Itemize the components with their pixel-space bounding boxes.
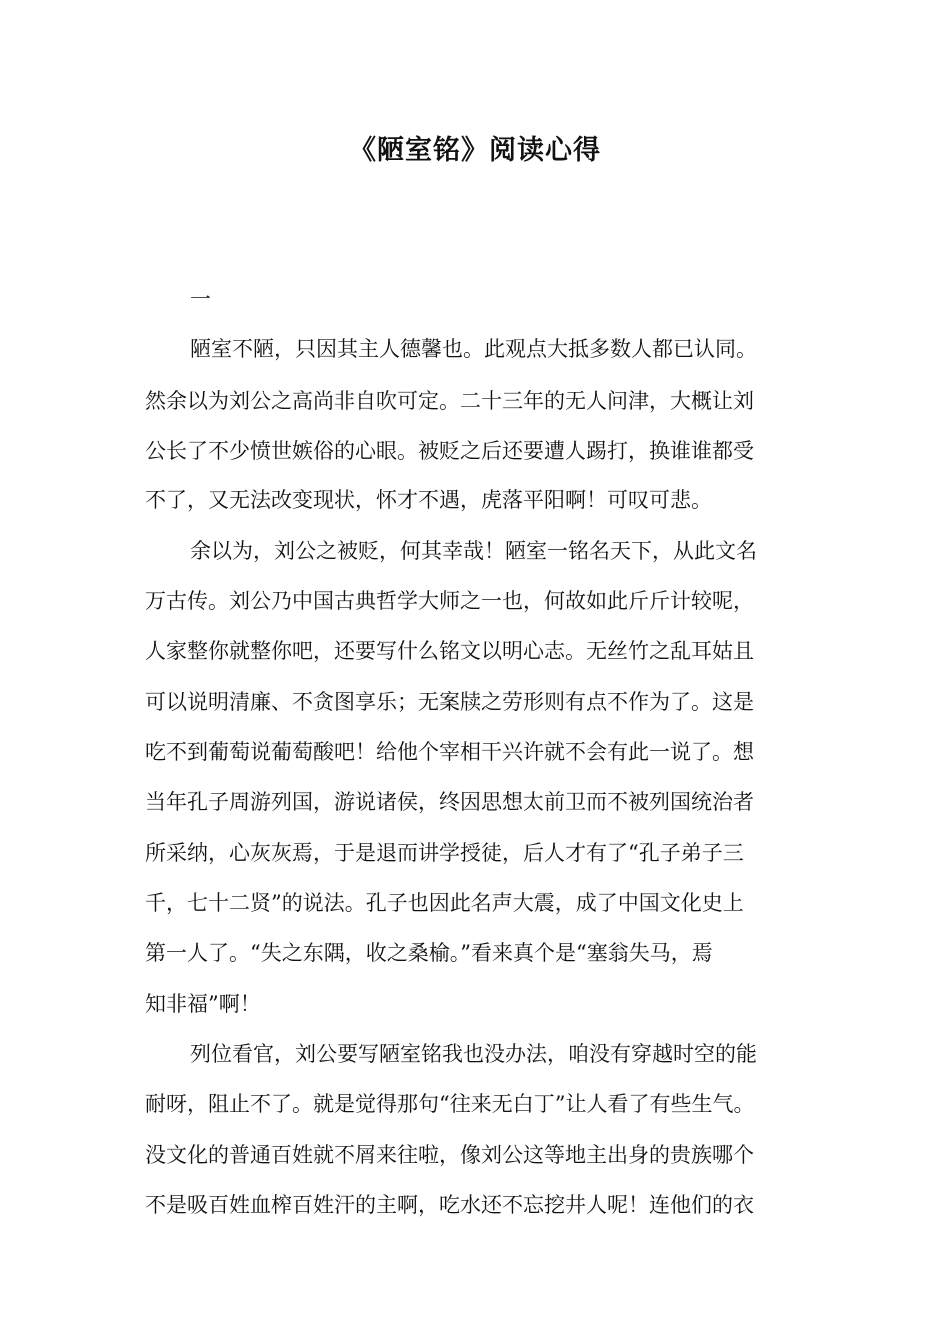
text-line: 耐呀，阻止不了。就是觉得那句“往来无白丁”让人看了有些生气。 xyxy=(145,1092,755,1116)
text-line: 所采纳，心灰灰焉，于是退而讲学授徒，后人才有了“孔子弟子三 xyxy=(145,841,744,865)
text-line: 人家整你就整你吧，还要写什么铭文以明心志。无丝竹之乱耳姑且 xyxy=(145,639,754,663)
text-line: 当年孔子周游列国，游说诸侯，终因思想太前卫而不被列国统治者 xyxy=(145,790,754,814)
text-line: 吃不到葡萄说葡萄酸吧！给他个宰相干兴许就不会有此一说了。想 xyxy=(145,740,754,764)
text-line: 第一人了。“失之东隅，收之桑榆。”看来真个是“塞翁失马，焉 xyxy=(145,941,713,965)
text-line: 可以说明清廉、不贪图享乐；无案牍之劳形则有点不作为了。这是 xyxy=(145,690,754,714)
text-line: 知非福”啊！ xyxy=(145,992,261,1016)
text-line: 余以为，刘公之被贬，何其幸哉！陋室一铭名天下，从此文名 xyxy=(190,539,757,563)
text-line: 公长了不少愤世嫉俗的心眼。被贬之后还要遭人踢打，换谁谁都受 xyxy=(145,439,754,463)
text-line: 没文化的普通百姓就不屑来往啦，像刘公这等地主出身的贵族哪个 xyxy=(145,1143,754,1167)
text-line: 不了，又无法改变现状，怀才不遇，虎落平阳啊！可叹可悲。 xyxy=(145,488,712,512)
section-number: 一 xyxy=(190,287,211,311)
text-line: 万古传。刘公乃中国古典哲学大师之一也，何故如此斤斤计较呢， xyxy=(145,589,754,613)
text-line: 然余以为刘公之高尚非自吹可定。二十三年的无人问津，大概让刘 xyxy=(145,389,754,413)
text-line: 千，七十二贤”的说法。孔子也因此名声大震，成了中国文化史上 xyxy=(145,891,744,915)
text-line: 陋室不陋，只因其主人德馨也。此观点大抵多数人都已认同。 xyxy=(190,337,757,361)
text-line: 不是吸百姓血榨百姓汗的主啊，吃水还不忘挖井人呢！连他们的衣 xyxy=(145,1193,754,1217)
document-title: 《陋室铭》阅读心得 xyxy=(349,135,601,166)
text-line: 列位看官，刘公要写陋室铭我也没办法，咱没有穿越时空的能 xyxy=(190,1042,757,1066)
